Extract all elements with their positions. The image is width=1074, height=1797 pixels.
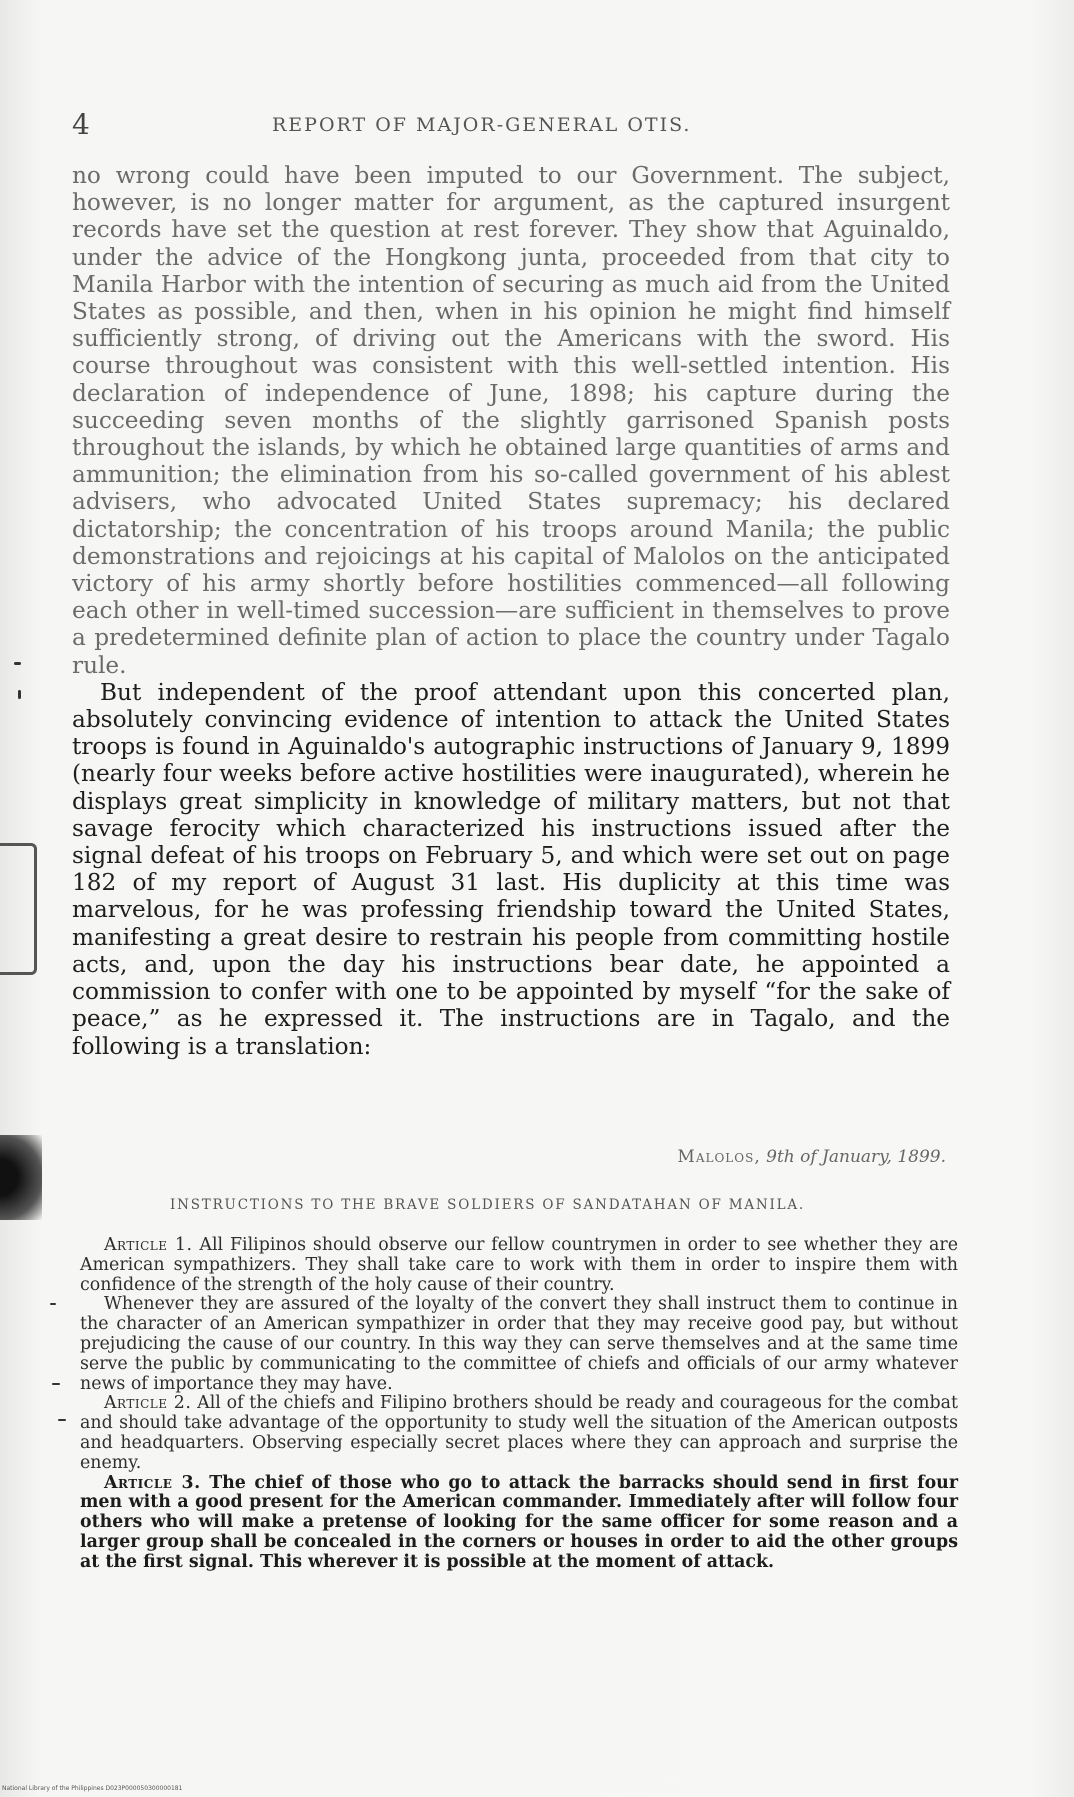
dateline: [677, 1147, 946, 1167]
dateline-date: 9th of January, 1899.: [766, 1147, 946, 1167]
article-2-text: All of the chiefs and Filipino brothers should be ready and courageous for the combat and should take advantage of the opportunity to study well the situation of the American outposts and headquarters. Observing especially secret places where they can approach and surprise the enemy.: [80, 1393, 958, 1473]
article-1-label: Article 1.: [104, 1235, 193, 1255]
instructions-block: [80, 1236, 958, 1573]
section-title: INSTRUCTIONS TO THE BRAVE SOLDIERS OF SANDATAHAN OF MANILA.: [170, 1197, 806, 1213]
article-2-label: Article 2.: [104, 1393, 192, 1414]
article-1-continued: Whenever they are assured of the loyalty of the convert they shall instruct them to continue in the character of an American sympathizer in order that they may receive good pay, but without prejudicing the cause of our country. In this way they can serve themselves and at the same time serve the public by communicating to the committee of chiefs and officials of our army whatever news of importance they may have.: [80, 1294, 958, 1394]
dateline-place: Malolos,: [677, 1147, 761, 1167]
page-number: 4: [72, 108, 90, 141]
article-2: [80, 1394, 958, 1473]
binding-shadow: [0, 1135, 42, 1220]
running-head: REPORT OF MAJOR-GENERAL OTIS.: [272, 114, 692, 136]
margin-mark: [58, 1419, 66, 1421]
page-header: [72, 108, 952, 142]
body-paragraph-1: no wrong could have been imputed to our Government. The subject, however, is no longer matter for argument, as the captured insurgent records have set the question at rest forever. They show that Aguinaldo, under the advice of the Hongkong junta, proceeded from that city to Manila Harbor with the intention of securing as much aid from the United States as possible, and then, when in his opinion he might find himself sufficiently strong, of driving out the Americans with the sword. His course throughout was consistent with this well-settled intention. His declaration of independence of June, 1898; his capture during the succeeding seven months of the slightly garrisoned Spanish posts throughout the islands, by which he obtained large quantities of arms and ammunition; the elimination from his so-called government of his ablest advisers, who advocated United States supremacy; his declared dictatorship; the concentration of his troops around Manila; the public demonstrations and rejoicings at his capital of Malolos on the anticipated victory of his army shortly before hostilities commenced—all following each other in well-timed succession—are sufficient in themselves to prove a predetermined definite plan of action to place the country under Tagalo rule.: [72, 162, 950, 679]
margin-mark: [52, 1383, 60, 1385]
margin-mark: [14, 662, 21, 665]
body-paragraph-2: But independent of the proof attendant upon this concerted plan, absolutely convincing evidence of intention to attack the United States troops is found in Aguinaldo's autographic instructions of January 9, 1899 (nearly four weeks before active hostilities were inaugurated), wherein he displays great simplicity in knowledge of military matters, but not that savage ferocity which characterized his instructions issued after the signal defeat of his troops on February 5, and which were set out on page 182 of my report of August 31 last. His duplicity at this time was marvelous, for he was professing friendship toward the United States, manifesting a great desire to restrain his people from committing hostile acts, and, upon the day his instructions bear date, he appointed a commission to confer with one to be appointed by myself “for the sake of peace,” as he expressed it. The instructions are in Tagalo, and the following is a translation:: [72, 678, 950, 1060]
page-clip-mark: [0, 843, 37, 975]
body-text: [72, 162, 950, 1060]
article-3: [80, 1474, 958, 1573]
article-3-label: Article 3.: [104, 1472, 201, 1493]
margin-mark: [50, 1303, 56, 1305]
margin-mark: [18, 690, 21, 699]
footer-archive-label: National Library of the Philippines D023P000050300000181: [2, 1785, 183, 1792]
article-1: [80, 1236, 958, 1295]
article-1-text: All Filipinos should observe our fellow countrymen in order to see whether they are American sympathizers. They shall take care to work with them in order to inspire them with confidence of the strength of the holy cause of their country.: [80, 1235, 958, 1295]
article-3-text: The chief of those who go to attack the barracks should send in first four men with a good present for the American commander. Immediately after will follow four others who will make a pretense of looking for the same officer for some reason and a larger group shall be concealed in the corners or houses in order to aid the other groups at the first signal. This wherever it is possible at the moment of attack.: [80, 1472, 958, 1572]
